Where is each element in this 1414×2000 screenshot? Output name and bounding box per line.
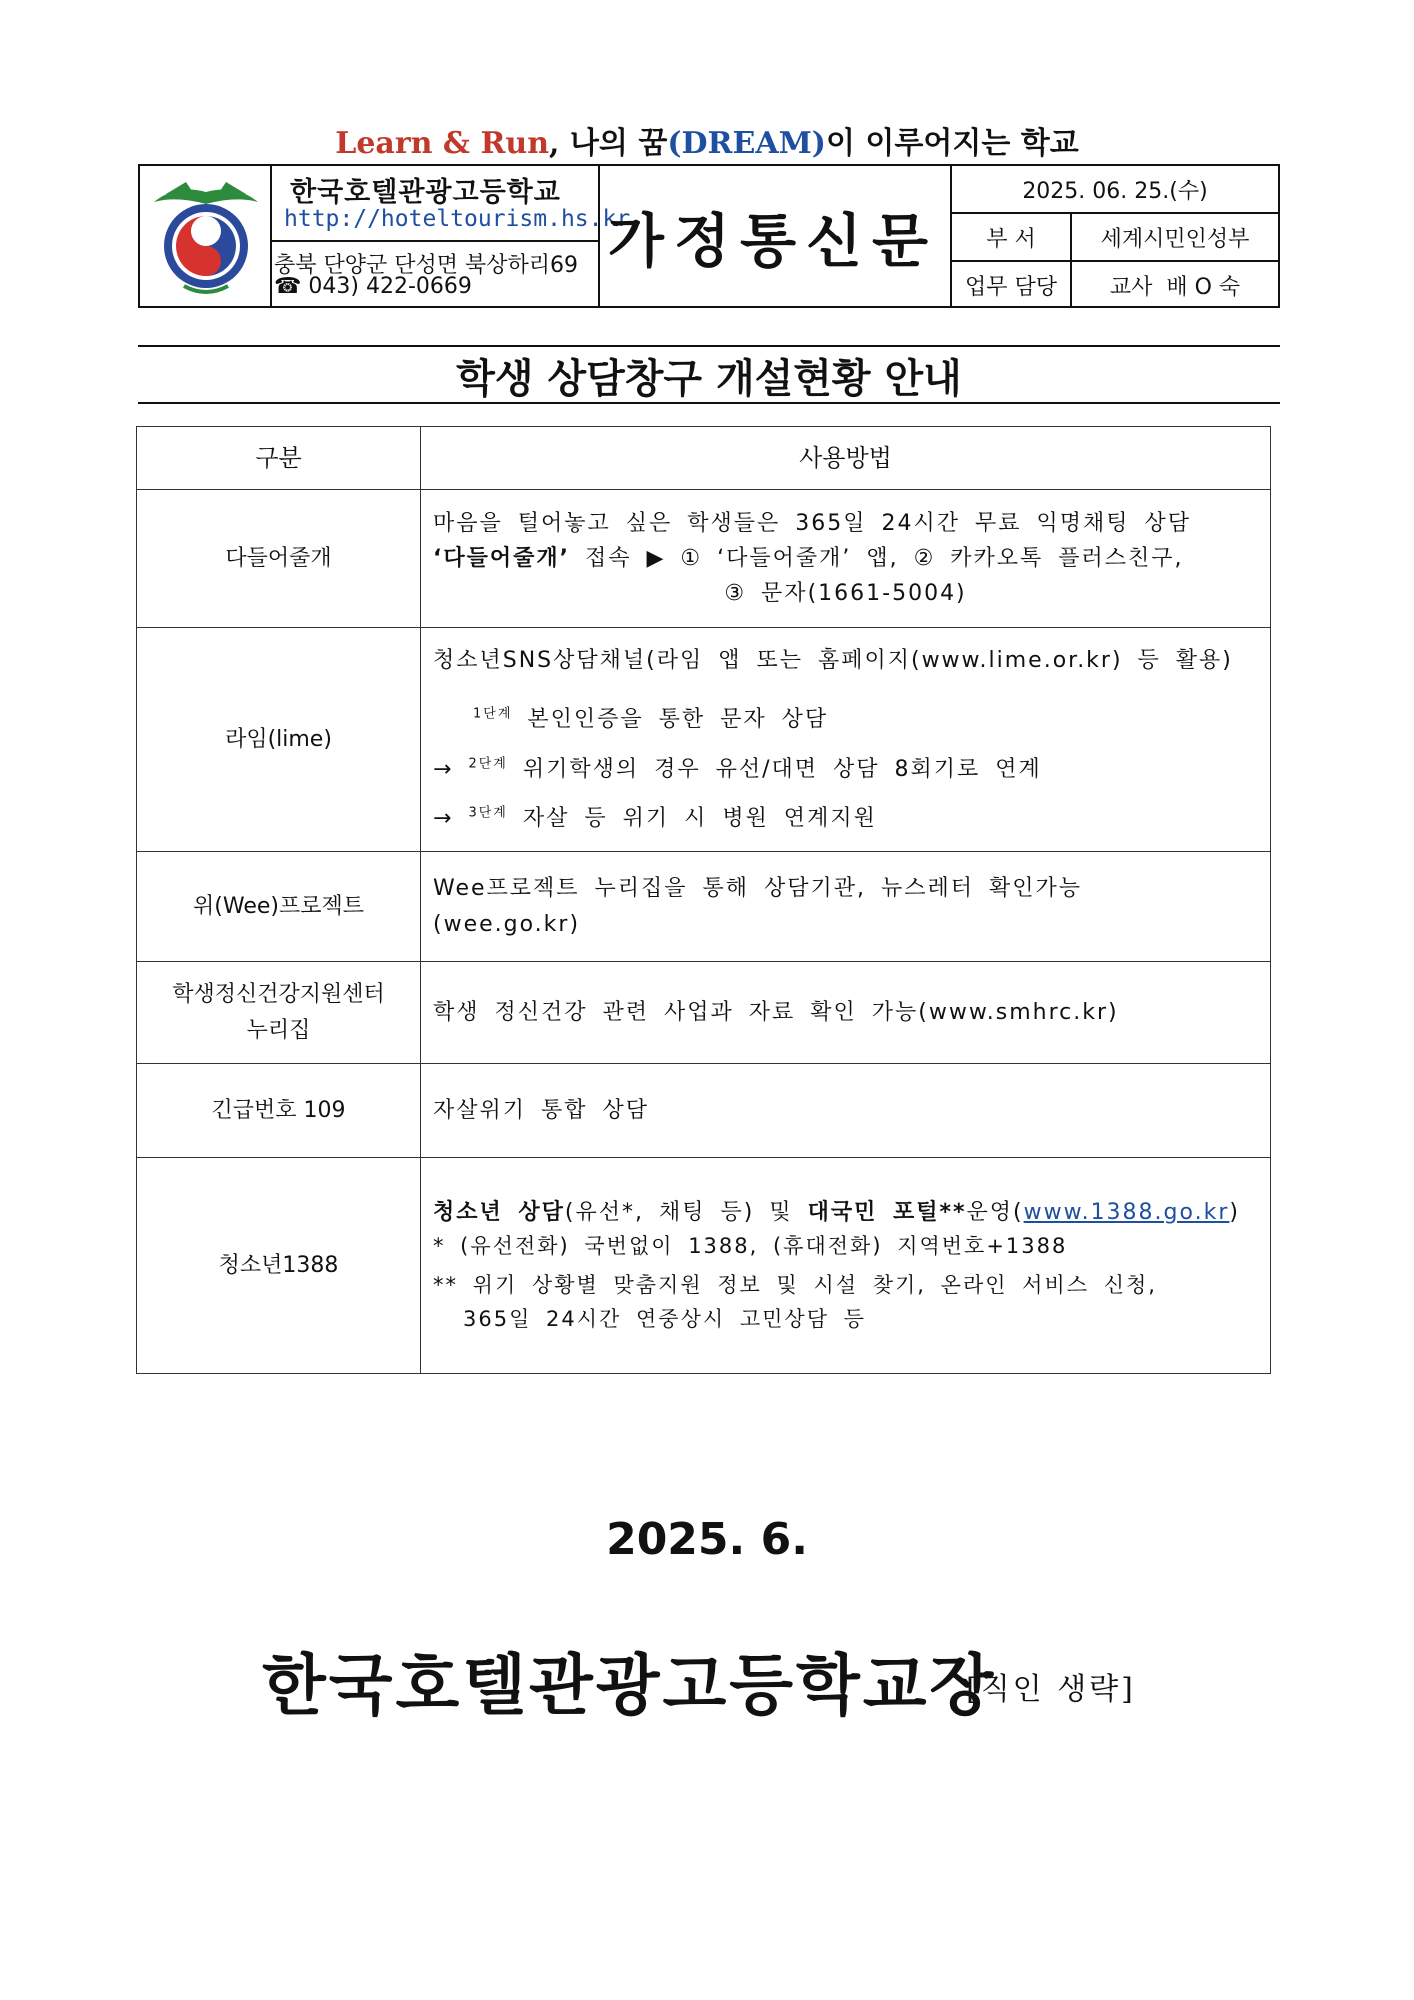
slogan-my-dream: 나의 꿈 (559, 126, 668, 161)
phone-icon: ☎ (274, 274, 302, 299)
slogan-school: 이 이루어지는 학교 (826, 126, 1079, 161)
row-description (421, 852, 1271, 962)
description-text: ) (1229, 1199, 1240, 1225)
category-line: 학생정신건강지원센터 (172, 982, 385, 1008)
table-header-row (137, 427, 1271, 490)
description-line: 청소년SNS상담채널(라임 앱 또는 홈페이지(www.lime.or.kr) 등 활용) (433, 648, 1233, 674)
seal-omitted-note: [직인 생략] (966, 1672, 1136, 1707)
row-description: 학생 정신건강 관련 사업과 자료 확인 가능(www.smhrc.kr) (421, 962, 1271, 1064)
table-row (137, 490, 1271, 628)
description-line: ③ 문자(1661-5004) (724, 581, 967, 607)
arrow-icon: → (433, 805, 454, 831)
school-phone (274, 274, 472, 299)
description-line: Wee프로젝트 누리집을 통해 상담기관, 뉴스레터 확인가능 (433, 876, 1083, 902)
youth-1388-link[interactable]: www.1388.go.kr (1023, 1199, 1230, 1225)
description-line (433, 1195, 1258, 1230)
row-description (421, 490, 1271, 628)
step-label: 1단계 (473, 706, 513, 722)
slogan-comma: , (549, 126, 560, 161)
row-category: 위(Wee)프로젝트 (137, 852, 421, 962)
principal-signature: 한국호텔관광고등학교장 (262, 1647, 997, 1724)
step-text: 자살 등 위기 시 병원 연계지원 (522, 805, 877, 831)
subject-title: 학생 상담창구 개설현황 안내 (456, 356, 962, 402)
step-line (433, 752, 1258, 787)
row-description: 자살위기 통합 상담 (421, 1064, 1271, 1158)
bold-text: 청소년 상담 (433, 1199, 565, 1225)
step-text: 본인인증을 통한 문자 상담 (527, 707, 829, 733)
school-url-link[interactable]: http://hoteltourism.hs.kr (284, 206, 631, 232)
staff-label: 업무 담당 (964, 275, 1057, 300)
divider (950, 212, 1278, 214)
staff-value: 교사 배 O 숙 (1109, 275, 1241, 300)
service-name: ‘다들어줄개’ (433, 545, 570, 571)
description-line: (wee.go.kr) (433, 911, 581, 937)
phone-number: 043) 422-0669 (308, 274, 472, 299)
step-label: 2단계 (468, 756, 508, 772)
table-row (137, 852, 1271, 962)
category-line: 누리집 (246, 1017, 311, 1043)
step-text: 위기학생의 경우 유선/대면 상담 8회기로 연계 (522, 756, 1042, 782)
subject-bottom-rule (138, 402, 1280, 404)
arrow-icon: → (433, 756, 454, 782)
description-line: * (유선전화) 국번없이 1388, (휴대전화) 지역번호+1388 (433, 1233, 1068, 1258)
table-row (137, 1158, 1271, 1374)
step-line (433, 702, 1258, 737)
column-header-method: 사용방법 (421, 427, 1271, 490)
row-category: 라임(lime) (137, 628, 421, 852)
school-logo-icon (146, 174, 266, 300)
school-slogan (0, 118, 1414, 162)
description-text: 접속 ▶ ① ‘다들어줄개’ 앱, ② 카카오톡 플러스친구, (569, 545, 1184, 571)
letterhead (138, 164, 1280, 308)
row-description (421, 1158, 1271, 1374)
row-description (421, 628, 1271, 852)
step-line (433, 801, 1258, 836)
department-value: 세계시민인성부 (1100, 227, 1250, 252)
document-title: 가정통신문 (607, 207, 939, 275)
table-row (137, 628, 1271, 852)
step-label: 3단계 (468, 805, 508, 821)
divider (270, 166, 272, 306)
bold-text: 대국민 포털** (807, 1199, 967, 1225)
footer-date: 2025. 6. (606, 1514, 808, 1565)
description-line: 365일 24시간 연중상시 고민상담 등 (463, 1306, 866, 1331)
table-row (137, 1064, 1271, 1158)
description-line (433, 541, 1258, 576)
divider (950, 260, 1278, 262)
divider (270, 240, 598, 242)
description-text: 운영( (966, 1199, 1024, 1225)
column-header-category: 구분 (137, 427, 421, 490)
description-line: ** 위기 상황별 맞춤지원 정보 및 시설 찾기, 온라인 서비스 신청, (433, 1273, 1157, 1298)
slogan-learn-run: Learn & Run (335, 126, 550, 161)
slogan-dream: (DREAM) (667, 126, 826, 161)
row-category (137, 962, 421, 1064)
row-category: 긴급번호 109 (137, 1064, 421, 1158)
table-row (137, 962, 1271, 1064)
description-line: 마음을 털어놓고 싶은 학생들은 365일 24시간 무료 익명채팅 상담 (433, 510, 1191, 536)
department-label: 부 서 (986, 227, 1036, 252)
description-text: (유선*, 채팅 등) 및 (564, 1199, 808, 1225)
school-name: 한국호텔관광고등학교 (290, 177, 561, 208)
issue-date: 2025. 06. 25.(수) (1022, 179, 1208, 204)
counseling-table (136, 426, 1271, 1374)
row-category: 청소년1388 (137, 1158, 421, 1374)
row-category: 다들어줄개 (137, 490, 421, 628)
school-address: 충북 단양군 단성면 북상하리69 (274, 253, 578, 278)
